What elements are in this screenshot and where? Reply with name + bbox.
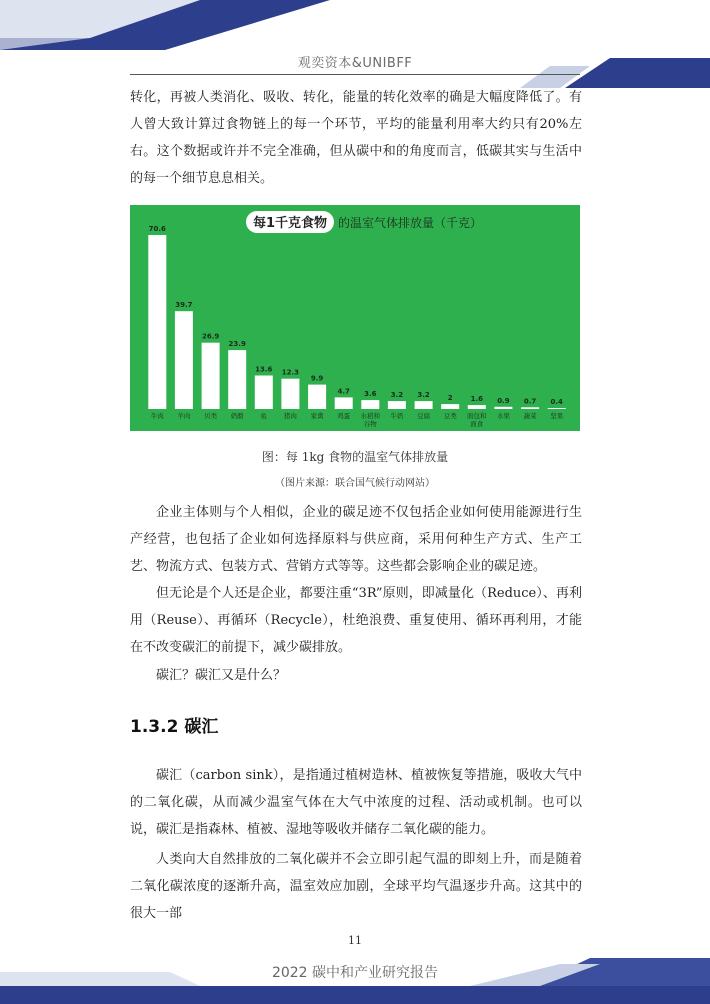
bar-value-label: 0.7 [523,397,537,406]
chart-bars [148,225,565,428]
bar-5 [281,379,299,409]
bar-value-label: 0.9 [497,396,510,405]
emissions-chart [130,205,580,431]
bar-7 [335,397,353,409]
bar-14 [521,407,539,409]
bar-value-label: 4.7 [337,387,350,396]
section-heading: 1.3.2 碳汇 [130,717,219,737]
bar-category-label: 坚果 [550,412,564,420]
bar-category-label: 豆类 [443,412,457,420]
page-number: 11 [348,934,362,947]
bar-1 [175,311,193,409]
bar-category-label: 面包和 [467,412,487,420]
bar-value-label: 70.6 [148,225,166,233]
figure-source: （图片来源：联合国气候行动网站） [275,478,435,489]
running-header: 观奕资本&UNIBFF [297,56,413,71]
bar-category-label: 水果 [496,412,510,420]
paragraph-intro: 转化，再被人类消化、吸收、转化，能量的转化效率的确是大幅度降低了。有人曾大致计算过食物链上的每一个环节，平均的能量利用率大约只有20%左右。这个数据或许并不完全准确，但从碳中和的角度而言，低碳其实与生活中的每一个细节息息相关。 [130,90,582,186]
bar-4 [255,376,273,410]
bar-value-label: 39.7 [175,301,193,310]
bar-13 [494,407,512,409]
bar-value-label: 26.9 [201,332,220,341]
paragraph-carbon-sink: 碳汇（carbon sink），是指通过植树造林、植被恢复等措施，吸收大气中的二氧化碳，从而减少温室气体在大气中浓度的过程、活动或机制。也可以说，碳汇是指森林、植被、湿地等吸收并储存二氧化碳的能力。 [130,768,582,837]
bar-value-label: 3.2 [417,391,430,400]
bar-2 [202,343,220,409]
chart-title-rest: 的温室气体排放量（千克） [338,216,483,230]
bar-value-label: 13.6 [255,365,273,374]
bar-12 [468,405,486,409]
bar-value-label: 23.9 [228,340,246,349]
bar-3 [228,350,246,409]
figure-caption: 图：每 1kg 食物的温室气体排放量 [261,450,449,464]
emissions-bar-chart [130,205,580,431]
bar-category-label: 奶酪 [230,412,244,420]
bar-value-label: 2 [447,394,453,403]
bar-value-label: 0.4 [550,398,563,406]
bar-0 [148,235,166,409]
bar-category-label: 鸡蛋 [337,412,351,420]
bar-category-label: 牛肉 [150,412,164,420]
bar-category-label: 家禽 [310,412,324,420]
paragraph-question: 碳汇？碳汇又是什么？ [156,668,287,683]
bar-value-label: 9.9 [310,374,324,383]
bar-9 [388,401,406,409]
header-rule [130,74,580,75]
bar-value-label: 3.2 [390,391,404,400]
chart-title-highlight: 每1千克食物 [252,216,328,231]
bar-value-label: 1.6 [470,395,484,404]
bar-category-label: 猪肉 [283,412,297,420]
bar-category-label: 水稻和 [360,412,381,420]
header-corner-decoration [0,0,330,50]
paragraph-3r-principle: 但无论是个人还是企业，都要注重“3R”原则，即减量化（Reduce）、再利用（Reuse）、再循环（Recycle），杜绝浪费、重复使用、循环再利用，才能在不改变碳汇的前提下，减少碳排放。 [130,586,582,655]
bar-8 [361,400,379,409]
bar-category-label: 谷物 [363,420,377,428]
bar-6 [308,385,326,409]
bar-category-label: 羊肉 [177,412,191,420]
bar-15 [548,408,566,409]
bar-category-label: 贝类 [204,412,218,420]
bar-value-label: 12.3 [281,368,300,377]
paragraph-co2-rise: 人类向大自然排放的二氧化碳并不会立即引起气温的即刻上升，而是随着二氧化碳浓度的逐渐升高，温室效应加剧，全球平均气温逐步升高。这其中的很大一部 [130,852,582,921]
bar-11 [441,404,459,409]
bar-category-label: 牛奶 [390,412,404,420]
bar-category-label: 豆腐 [417,412,431,420]
bar-category-label: 面食 [470,420,484,428]
bar-value-label: 3.6 [364,390,377,399]
bar-category-label: 蔬菜 [523,412,537,420]
bar-10 [415,401,433,409]
bar-category-label: 鱼 [260,412,268,420]
report-title: 2022 碳中和产业研究报告 [271,965,439,981]
paragraph-enterprise: 企业主体则与个人相似，企业的碳足迹不仅包括企业如何使用能源进行生产经营，也包括了企业如何选择原料与供应商，采用何种生产方式、生产工艺、物流方式、包装方式、营销方式等等。这些都会影响企业的碳足迹。 [130,505,582,574]
